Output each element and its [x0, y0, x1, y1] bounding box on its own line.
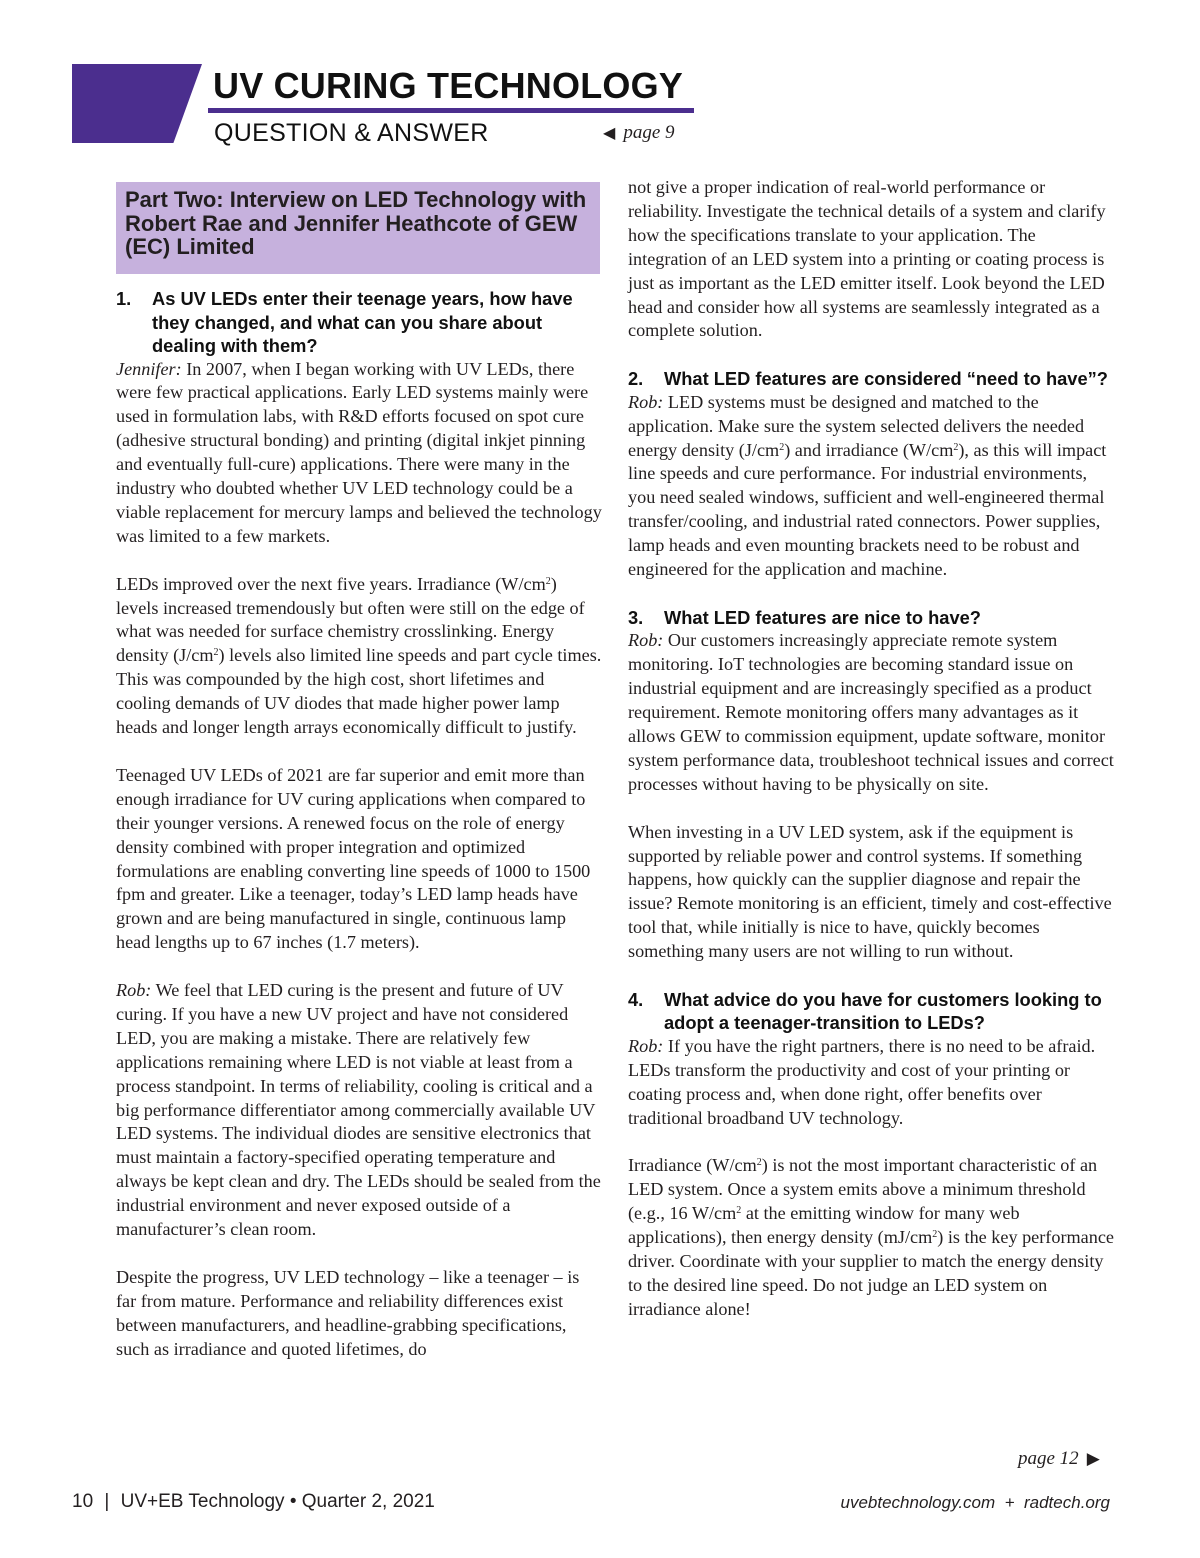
footer-websites: uvebtechnology.com + radtech.org [840, 1493, 1110, 1512]
question-4 [628, 988, 1114, 1035]
paragraph-text: ) is not the most important characteristic of an LED system. Once a system emits above a minimum threshold (e.g., 16 W/cm [628, 1155, 1098, 1224]
answer-paragraph: When investing in a UV LED system, ask if the equipment is supported by reliable power and control systems. If something happens, how quickly can the supplier diagnose and repair the issue? Remote monitoring is an efficient, timely and cost-effective tool that, while initially is nice to have, quickly becomes something many users are not willing to run without. [628, 821, 1112, 962]
answer-paragraph [628, 391, 1114, 582]
superscript: 2 [779, 441, 785, 453]
question-3 [628, 606, 1114, 630]
superscript: 2 [213, 647, 219, 659]
answer-paragraph [116, 573, 602, 740]
paragraph-text: ) levels increased tremendously but often were still on the edge of what was needed for surface chemistry crosslinking. Energy density (J/cm [116, 573, 585, 666]
answer-paragraph [116, 358, 602, 549]
question-number: 4. [628, 988, 644, 1010]
question-number: 1. [116, 288, 132, 309]
triangle-right-icon: ▶ [1086, 1449, 1100, 1468]
answer-paragraph [628, 1035, 1114, 1131]
page-number: 10 [72, 1491, 94, 1512]
question-text: What LED features are nice to have? [664, 606, 981, 628]
paragraph-text: We feel that LED curing is the present and future of UV curing. If you have a new UV project and have not considered LED, you are making a mistake. There are relatively few applications remaining where LED is not viable at least from a process standpoint. In terms of reliability, cooling is critical and a big performance differentiator among commercially available UV LED systems. The individual diodes are sensitive electronics that must maintain a factory-specified operating temperature and always be kept clean and dry. The LEDs should be sealed from the industrial environment and never exposed outside of a manufacturer’s clean room. [116, 980, 601, 1240]
paragraph-text: LED systems must be designed and matched to the application. Make sure the system selected delivers the needed energy density (J/cm [628, 391, 1085, 460]
answer-paragraph: not give a proper indication of real-world performance or reliability. Investigate the technical details of a system and clarify how the specifications translate to your application. The integration of an LED system into a printing or coating process is just as important as the LED emitter itself. Look beyond the LED head and consider how all systems are seamlessly integrated as a complete solution. [628, 177, 1106, 341]
article-heading: Part Two: Interview on LED Technology with Robert Rae and Jennifer Heathcote of GEW (EC) Limited [125, 187, 587, 259]
speaker-label: Jennifer: [116, 358, 182, 379]
answer-paragraph: Teenaged UV LEDs of 2021 are far superior and emit more than enough irradiance for UV curing applications when compared to their younger versions. A renewed focus on the role of energy density combined with proper integration and optimized formulations are enabling converting line speeds of 1000 to 1500 fpm and greater. Like a teenager, today’s LED lamp heads have grown and are being manufactured in single, continuous lamp head lengths up to 67 inches (1.7 meters). [116, 764, 591, 953]
triangle-left-icon: ◀ [603, 125, 616, 142]
previous-page-link[interactable] [603, 122, 675, 145]
paragraph-text: ) levels also limited line speeds and part cycle times. This was compounded by the high cost, short lifetimes and cooling demands of UV diodes that made higher power lamp heads and longer length arrays economically difficult to justify. [116, 645, 602, 738]
header-accent-band [72, 64, 202, 143]
answer-paragraph [116, 979, 602, 1242]
paragraph-text: LEDs improved over the next five years. Irradiance (W/cm [116, 573, 546, 594]
question-text: As UV LEDs enter their teenage years, how have they changed, and what can you share about dealing with them? [152, 288, 573, 356]
section-subtitle: QUESTION & ANSWER [214, 119, 489, 147]
answer-paragraph [628, 1154, 1114, 1321]
publication-name: UV+EB Technology [120, 1491, 285, 1512]
paragraph-text: at the emitting window for many web applications), then energy density (mJ/cm [628, 1203, 1020, 1248]
page-title: UV CURING TECHNOLOGY [213, 65, 684, 106]
question-1 [116, 287, 602, 358]
continued-page-label: page 12 [1018, 1448, 1079, 1469]
question-number: 2. [628, 368, 644, 390]
paragraph-text: ) is the key performance driver. Coordinate with your supplier to match the energy density to the desired line speed. Do not judge an LED system on irradiance alone! [628, 1227, 1114, 1319]
speaker-label: Rob: [628, 391, 664, 412]
superscript: 2 [756, 1157, 762, 1169]
footer-publication [72, 1491, 435, 1513]
continued-page-link[interactable] [1018, 1448, 1100, 1470]
speaker-label: Rob: [116, 980, 152, 1001]
paragraph-text: ), as this will impact line speeds and cure performance. For industrial environments, you need sealed windows, sufficient and well-engineered thermal transfer/cooling, and industrial rated connectors. Power supplies, lamp heads and even mounting brackets need to be robust and engineered for the application and machine. [628, 439, 1107, 580]
speaker-label: Rob: [628, 1035, 664, 1056]
superscript: 2 [932, 1229, 938, 1241]
question-number: 3. [628, 606, 644, 628]
issue-date: Quarter 2, 2021 [301, 1491, 435, 1512]
superscript: 2 [545, 575, 551, 587]
footer-bullet: • [289, 1491, 297, 1512]
footer-separator: | [104, 1491, 110, 1512]
superscript: 2 [736, 1205, 742, 1217]
paragraph-text: ) and irradiance (W/cm [784, 439, 954, 460]
answer-paragraph [628, 629, 1114, 796]
title-underline [208, 108, 694, 113]
question-2 [628, 367, 1114, 391]
right-column [628, 176, 1114, 1322]
paragraph-text: Our customers increasingly appreciate remote system monitoring. IoT technologies are becoming standard issue on industrial equipment and are increasingly specified as a product requirement. Remote monitoring offers many advantages as it allows GEW to commission equipment, update software, monitor system performance data, troubleshoot technical issues and correct processes without having to be physically on site. [628, 630, 1114, 794]
question-text: What LED features are considered “need to have”? [664, 368, 1108, 390]
previous-page-label: page 9 [623, 122, 675, 143]
paragraph-text: In 2007, when I began working with UV LEDs, there were few practical applications. Early LED systems mainly were used in formulation labs, with R&D efforts focused on spot cure (adhesive structural bonding) and printing (digital inkjet pinning and eventually full-cure) applications. There were many in the industry who doubted whether UV LED technology could be a viable replacement for mercury lamps and believed the technology was limited to a few markets. [116, 358, 602, 546]
question-text: What advice do you have for customers looking to adopt a teenager-transition to LEDs? [664, 988, 1102, 1034]
paragraph-text: Irradiance (W/cm [628, 1155, 757, 1176]
superscript: 2 [953, 441, 959, 453]
answer-paragraph: Despite the progress, UV LED technology – like a teenager – is far from mature. Performance and reliability differences exist between manufacturers, and headline-grabbing specifications, such as irradiance and quoted lifetimes, do [116, 1266, 580, 1359]
paragraph-text: If you have the right partners, there is no need to be afraid. LEDs transform the productivity and cost of your printing or coating process and, when done right, offer benefits over traditional broadband UV technology. [628, 1035, 1096, 1128]
speaker-label: Rob: [628, 630, 664, 651]
article-banner [116, 182, 600, 274]
left-column [116, 287, 602, 1362]
